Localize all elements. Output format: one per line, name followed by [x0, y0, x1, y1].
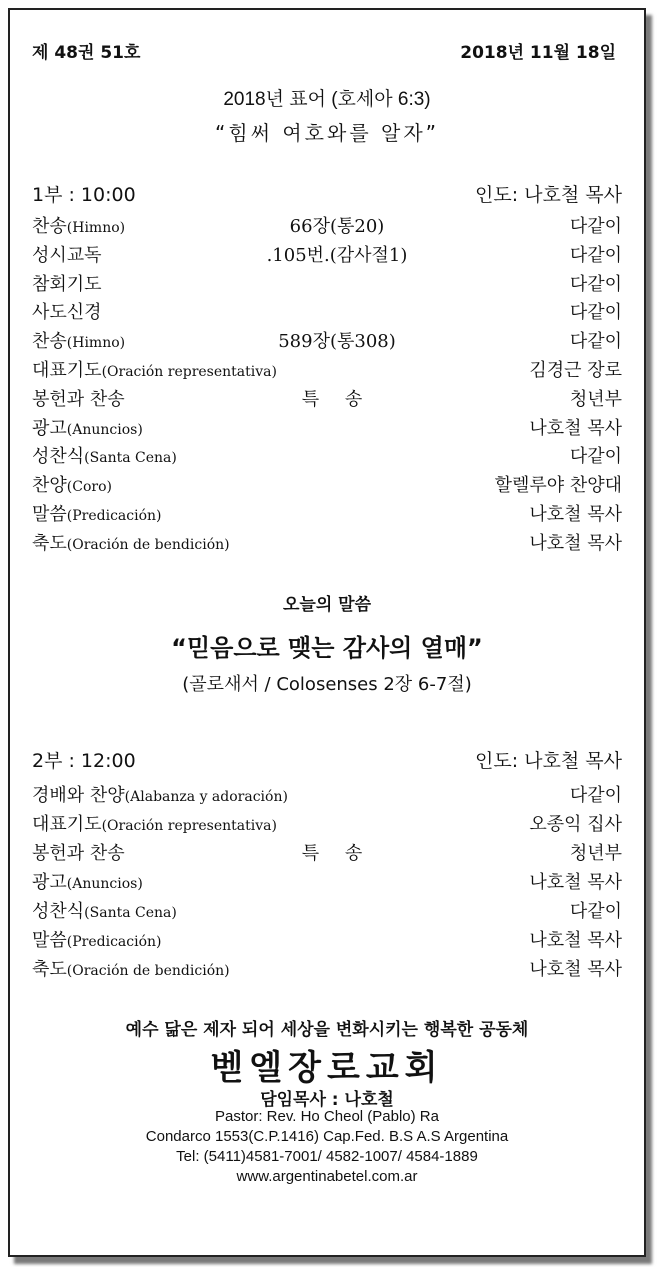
order-item-label [32, 241, 102, 267]
order-item-person: 할렐루야 찬양대 [494, 475, 622, 497]
sermon-heading: 오늘의 말씀 [282, 595, 372, 615]
order-row [32, 529, 622, 557]
church-website[interactable]: www.argentinabetel.com.ar [236, 1168, 418, 1185]
order-item-spanish: (Alabanza y adoración) [124, 789, 288, 805]
order-item-label [32, 298, 102, 324]
order-row [32, 955, 622, 983]
order-item-label [32, 442, 177, 468]
order-item-person: 다같이 [569, 901, 622, 922]
order-row [32, 926, 622, 954]
order-item-spanish: (Oración de bendición) [66, 963, 230, 979]
order-item-spanish: (Coro) [66, 479, 112, 496]
order-item-spanish: (Himno) [66, 335, 126, 352]
church-motto: 예수 닮은 제자 되어 세상을 변화시키는 행복한 공동체 [125, 1020, 529, 1040]
order-item-label [32, 414, 143, 440]
order-item-spanish: (Predicación) [66, 508, 162, 524]
order-item-korean: 참회기도 [32, 273, 102, 295]
order-item-korean: 사도신경 [32, 302, 102, 324]
order-item-person: 오종익 집사 [529, 814, 622, 835]
order-item-korean: 봉헌과 찬송 [32, 843, 125, 864]
order-item-korean: 경배와 찬양 [32, 785, 125, 806]
order-item-korean: 성찬식 [32, 446, 85, 468]
order-item-korean: 광고 [32, 872, 67, 893]
order-item-label [32, 839, 125, 865]
order-item-label [32, 471, 112, 497]
order-row [32, 385, 622, 413]
order-item-label [32, 897, 177, 923]
order-item-label [32, 810, 277, 836]
order-item-label [32, 385, 125, 411]
order-item-person: 김경근 장로 [529, 360, 622, 381]
bulletin-date: 2018년 11월 18일 [460, 43, 616, 63]
order-row [32, 356, 622, 384]
order-row [32, 414, 622, 442]
order-item-korean: 축도 [32, 532, 67, 554]
sermon-title: “믿음으로 맺는 감사의 열매” [171, 634, 483, 662]
order-item-spanish: (Predicación) [66, 934, 162, 950]
order-item-korean: 광고 [32, 417, 67, 439]
order-item-detail: .105번.(감사절1) [266, 244, 408, 266]
order-item-detail: 66장(통20) [289, 216, 385, 237]
order-item-korean: 봉헌과 찬송 [32, 388, 125, 410]
order-item-spanish: (Oración de bendición) [66, 536, 230, 553]
order-item-person: 다같이 [569, 244, 622, 266]
order-row [32, 471, 622, 499]
order-item-spanish: (Anuncios) [66, 876, 143, 892]
service2-leader: 인도: 나호철 목사 [475, 750, 622, 772]
order-item-spanish: (Santa Cena) [84, 450, 177, 467]
order-row [32, 810, 622, 838]
service1-title: 1부 : 10:00 [32, 184, 136, 206]
order-item-spanish: (Santa Cena) [84, 905, 177, 921]
order-row [32, 298, 622, 326]
order-item-label [32, 327, 125, 353]
order-item-person: 다같이 [569, 331, 622, 353]
order-item-korean: 대표기도 [32, 814, 102, 835]
order-row [32, 212, 622, 240]
order-item-person: 나호철 목사 [529, 872, 622, 893]
order-item-detail: 589장(통308) [278, 331, 396, 353]
order-item-label [32, 529, 230, 555]
order-item-korean: 말씀 [32, 930, 67, 951]
order-row [32, 897, 622, 925]
order-item-spanish: (Himno) [66, 220, 126, 236]
church-phone: Tel: (5411)4581-7001/ 4582-1007/ 4584-1889 [176, 1148, 478, 1165]
order-item-label [32, 926, 162, 952]
service2-title: 2부 : 12:00 [32, 750, 136, 772]
order-row [32, 839, 622, 867]
order-item-person: 나호철 목사 [529, 959, 622, 980]
order-item-korean: 찬송 [32, 331, 67, 353]
order-item-person: 나호철 목사 [529, 532, 622, 554]
theme-motto: “힘써 여호와를 알자” [215, 121, 439, 145]
order-item-spanish: (Anuncios) [66, 421, 143, 438]
order-item-label [32, 955, 230, 981]
order-row [32, 327, 622, 355]
volume-number: 제 48권 51호 [32, 43, 141, 63]
order-item-person: 다같이 [569, 273, 622, 295]
order-row [32, 442, 622, 470]
order-item-person: 다같이 [569, 302, 622, 324]
order-item-person: 청년부 [569, 843, 622, 864]
order-item-label [32, 356, 277, 382]
bulletin-page [8, 8, 646, 1257]
order-row [32, 241, 622, 269]
order-item-label [32, 212, 125, 238]
order-item-person: 나호철 목사 [529, 930, 622, 951]
church-name: 벧엘장로교회 [210, 1048, 444, 1088]
order-item-spanish: (Oración representativa) [101, 818, 277, 834]
order-row [32, 868, 622, 896]
order-item-korean: 대표기도 [32, 360, 102, 381]
order-item-person: 다같이 [569, 216, 622, 237]
order-item-person: 청년부 [569, 388, 622, 410]
senior-pastor: 담임목사 : 나호철 [260, 1090, 394, 1110]
order-row [32, 500, 622, 528]
order-item-label [32, 781, 288, 807]
theme-verse: 2018년 표어 (호세아 6:3) [223, 89, 431, 110]
order-item-person: 나호철 목사 [529, 504, 622, 525]
order-item-detail: 특 송 [301, 843, 373, 864]
church-address: Condarco 1553(C.P.1416) Cap.Fed. B.S A.S Argentina [145, 1128, 509, 1145]
order-item-korean: 말씀 [32, 504, 67, 525]
order-item-label [32, 868, 143, 894]
order-item-korean: 찬양 [32, 475, 67, 497]
order-item-korean: 성시교독 [32, 244, 102, 266]
order-item-korean: 축도 [32, 959, 67, 980]
order-item-spanish: (Oración representativa) [101, 364, 277, 380]
order-item-person: 다같이 [569, 446, 622, 468]
service1-leader: 인도: 나호철 목사 [475, 184, 622, 206]
order-row [32, 270, 622, 298]
sermon-reference: (골로새서 / Colosenses 2장 6-7절) [182, 674, 472, 695]
order-item-label [32, 270, 102, 296]
pastor-english: Pastor: Rev. Ho Cheol (Pablo) Ra [215, 1108, 439, 1125]
order-item-person: 나호철 목사 [529, 417, 622, 439]
order-item-detail: 특 송 [301, 388, 373, 410]
order-item-person: 다같이 [569, 785, 622, 806]
order-item-label [32, 500, 162, 526]
order-row [32, 781, 622, 809]
order-item-korean: 찬송 [32, 216, 67, 237]
order-item-korean: 성찬식 [32, 901, 85, 922]
